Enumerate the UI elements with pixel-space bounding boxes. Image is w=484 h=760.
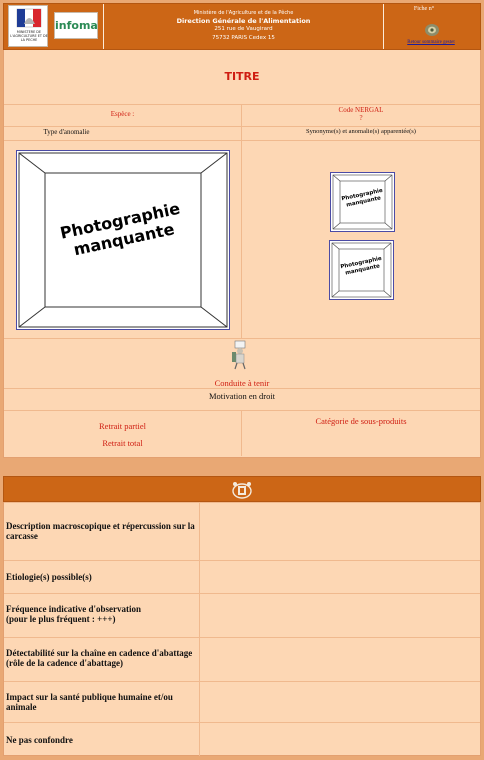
divider <box>199 502 200 756</box>
row-impact: Impact sur la santé publique humaine et/ou animale <box>6 692 173 712</box>
synonym-photo-placeholder[interactable] <box>330 172 395 232</box>
row-detectabilite: Détectabilité sur la chaîne en cadence d'abattage (rôle de la cadence d'abattage) <box>6 648 193 668</box>
address-line-2: 75732 PARIS Cedex 15 <box>212 35 275 41</box>
fiche-number-label: Fiche n° <box>413 6 435 12</box>
divider <box>4 681 480 682</box>
synonyms-label: Synonyme(s) et anomalie(s) apparentée(s) <box>306 128 416 135</box>
infoma-logo <box>54 12 98 39</box>
divider <box>4 126 480 127</box>
row-etiologie: Etiologie(s) possible(s) <box>6 572 92 582</box>
divider <box>4 140 480 141</box>
header-divider <box>103 4 104 49</box>
row-frequence: Fréquence indicative d'observation (pour le plus fréquent : +++) <box>6 604 141 624</box>
photo-missing-label: Photographie manquante <box>58 198 182 260</box>
ministry-logo <box>8 5 48 47</box>
nergal-label: Code NERGAL <box>338 106 384 114</box>
infoma-logo-text: infoma <box>55 19 98 32</box>
return-summary-link[interactable]: Retour sommaire gestet <box>407 40 455 45</box>
divider <box>4 410 480 411</box>
row-description: Description macroscopique et répercussion sur la carcasse <box>6 521 195 541</box>
divider <box>4 722 480 723</box>
photo-missing-label: Photographie manquante <box>341 187 384 209</box>
species-label: Espèce : <box>110 110 135 118</box>
retrait-partiel: Retrait partiel <box>99 421 146 431</box>
direction-name: Direction Générale de l'Alimentation <box>176 17 311 25</box>
retrait-total: Retrait total <box>102 438 143 448</box>
conduite-label: Conduite à tenir <box>214 378 270 388</box>
ministry-logo-text: MINISTERE DE L'AGRICULTURE ET DE LA PECHE <box>10 30 48 43</box>
divider <box>4 593 480 594</box>
divider <box>4 338 480 339</box>
main-photo-placeholder[interactable] <box>16 150 230 330</box>
address-line-1: 251 rue de Vaugirard <box>214 26 273 32</box>
motivation-label: Motivation en droit <box>208 391 276 401</box>
divider <box>4 560 480 561</box>
categorie-label: Catégorie de sous-produits <box>315 416 407 426</box>
divider <box>241 126 242 338</box>
divider <box>4 388 480 389</box>
page-title: TITRE <box>224 70 260 83</box>
nergal-value: ? <box>359 114 363 122</box>
divider <box>4 502 480 503</box>
synonym-photo-placeholder[interactable] <box>329 240 394 300</box>
conduite-icon <box>229 340 251 375</box>
row-ne-pas-confondre: Ne pas confondre <box>6 735 73 745</box>
photo-missing-label: Photographie manquante <box>340 255 383 277</box>
divider <box>4 637 480 638</box>
ministry-name: Ministère de l'Agriculture et de la Pêche <box>193 10 294 16</box>
anomaly-type-label: Type d'anomalie <box>43 128 90 136</box>
divider <box>4 104 480 105</box>
